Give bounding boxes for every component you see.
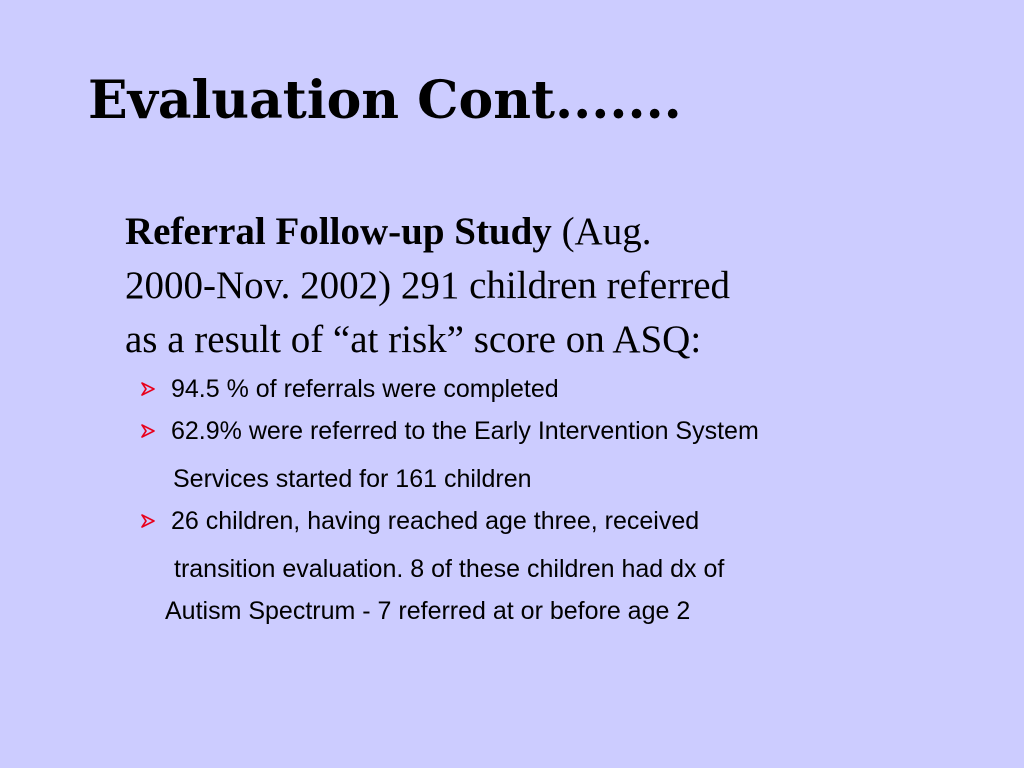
bullet-item-1: 94.5 % of referrals were completed xyxy=(171,375,559,403)
continuation-line-1: Services started for 161 children xyxy=(173,465,532,493)
arrow-bullet-icon xyxy=(141,424,155,438)
arrow-bullet-icon xyxy=(141,382,155,396)
lead-bold-text: Referral Follow-up Study xyxy=(125,210,552,253)
continuation-line-2: transition evaluation. 8 of these children had dx of xyxy=(174,555,725,583)
lead-paragraph xyxy=(125,205,945,367)
bullet-item-3: 26 children, having reached age three, received xyxy=(171,507,700,535)
lead-text-line2: 2000-Nov. 2002) 291 children referred xyxy=(125,264,731,307)
arrow-bullet-icon xyxy=(141,514,155,528)
slide-title: Evaluation Cont....... xyxy=(88,70,682,131)
continuation-line-3: Autism Spectrum - 7 referred at or before age 2 xyxy=(165,597,691,625)
lead-text-line1: (Aug. xyxy=(551,210,652,253)
lead-text-line3: as a result of “at risk” score on ASQ: xyxy=(125,318,702,361)
bullet-item-2: 62.9% were referred to the Early Intervention System xyxy=(171,417,759,445)
